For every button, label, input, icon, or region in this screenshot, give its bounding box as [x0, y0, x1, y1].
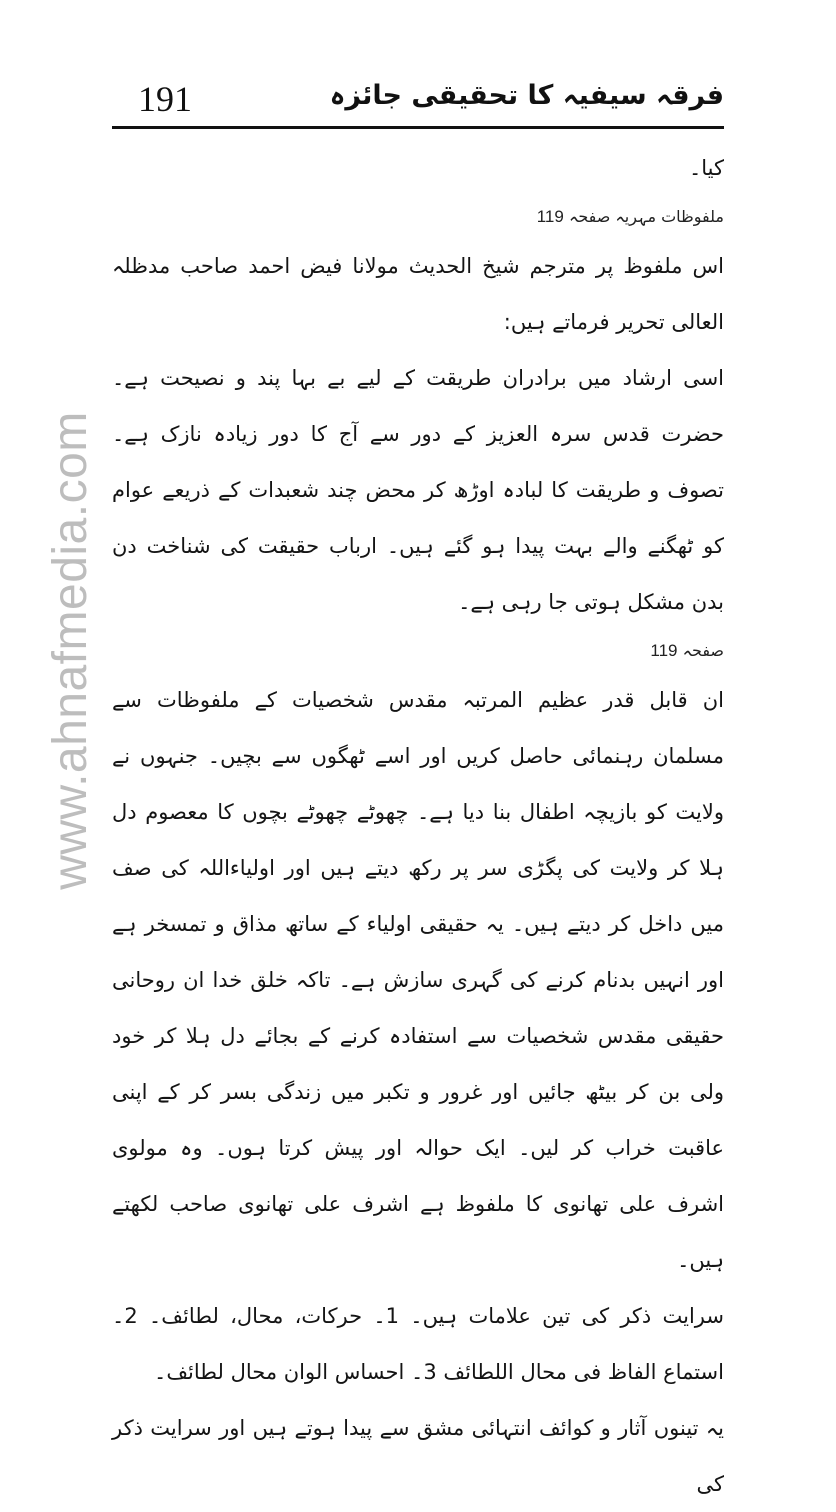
watermark-text: www.ahnafmedia.com: [43, 410, 97, 890]
paragraph-commentary: ان قابل قدر عظیم المرتبہ مقدس شخصیات کے ملفوظات سے مسلمان رہنمائی حاصل کریں اور اسے ٹھگوں سے بچیں۔ جنہوں نے ولایت کو بازیچہ اطفال بنا دیا ہے۔ چھوٹے چھوٹے بچوں کا معصوم دل ہلا کر ولایت کی پگڑی سر پر رکھ دیتے ہیں اور اولیاءاللہ کی صف میں داخل کر دیتے ہیں۔ یہ حقیقی اولیاء کے ساتھ مذاق و تمسخر ہے اور انہیں بدنام کرنے کی گہری سازش ہے۔ تاکہ خلق خدا ان روحانی حقیقی مقدس شخصیات سے استفادہ کرنے کے بجائے دل ہلا کر خود ولی بن کر بیٹھ جائیں اور غرور و تکبر میں زندگی بسر کر کے اپنی عاقبت خراب کر لیں۔ ایک حوالہ اور پیش کرتا ہوں۔ وہ مولوی اشرف علی تھانوی کا ملفوظ ہے اشرف علی تھانوی صاحب لکھتے ہیں۔: [112, 688, 724, 1272]
page-number: 191: [138, 79, 192, 119]
book-title: فرقہ سیفیہ کا تحقیقی جائزہ: [329, 80, 724, 111]
reference-page: 119: [536, 207, 564, 226]
header-rule: [112, 126, 724, 129]
paragraph-translator-note: اس ملفوظ پر مترجم شیخ الحدیث مولانا فیض احمد صاحب مدظلہ العالی تحریر فرماتے ہیں:: [112, 254, 724, 334]
paragraph-continuation: کیا۔: [688, 156, 724, 180]
paragraph-quote: اسی ارشاد میں برادران طریقت کے لیے بے بہا پند و نصیحت ہے۔ حضرت قدس سرہ العزیز کے دور سے آج کا دور زیادہ نازک ہے۔ تصوف و طریقت کا لبادہ اوڑھ کر محض چند شعبدات کے ذریعے عوام کو ٹھگنے والے بہت پیدا ہو گئے ہیں۔ ارباب حقیقت کی شناخت دن بدن مشکل ہوتی جا رہی ہے۔: [112, 366, 724, 614]
reference-page: 119: [650, 641, 678, 660]
reference-text: ملفوظات مہریہ صفحہ: [568, 207, 724, 226]
reference-page-note: [112, 630, 724, 672]
paragraph-continued: یہ تینوں آثار و کوائف انتہائی مشق سے پیدا ہوتے ہیں اور سرایت ذکر کی: [112, 1416, 724, 1496]
reference-malfoozat: [112, 196, 724, 238]
reference-text: صفحہ: [682, 641, 724, 660]
watermark: [43, 325, 97, 975]
page-body: [112, 140, 724, 1512]
paragraph-signs-of-dhikr: سرایت ذکر کی تین علامات ہیں۔ 1۔ حرکات، محال، لطائف۔ 2۔ استماع الفاظ فی محال اللطائف 3۔ احساس الوان محال لطائف۔: [112, 1304, 724, 1384]
